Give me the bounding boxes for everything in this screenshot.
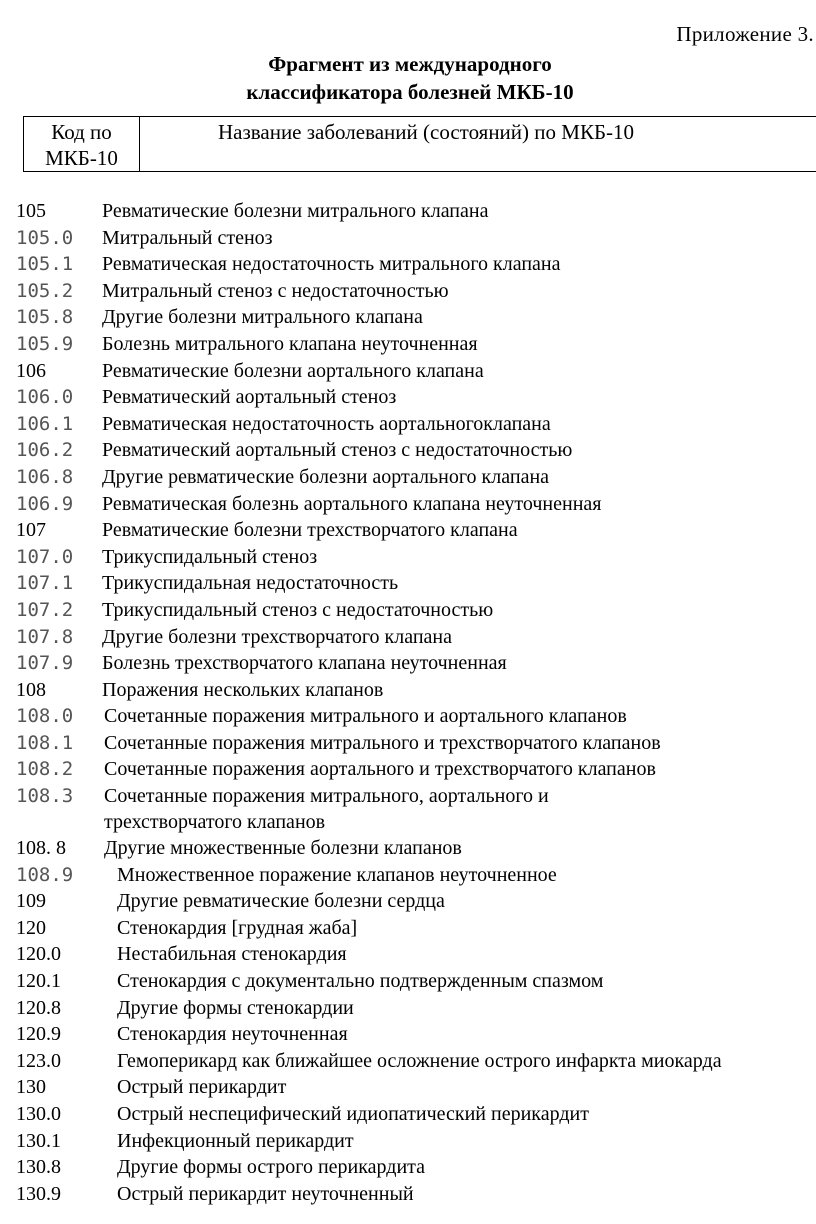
diagnosis-name-line: Множественное поражение клапанов неуточненное [117, 863, 557, 886]
icd-code: 106.0 [16, 386, 74, 409]
icd-code: 108.2 [16, 758, 74, 781]
diagnosis-name-line: Острый неспецифический идиопатический перикардит [117, 1103, 589, 1125]
icd-code: 108. 8 [16, 837, 66, 860]
diagnosis-name [104, 703, 627, 730]
diagnosis-name-line: Ревматический аортальный стеноз [102, 386, 397, 409]
icd-code: 130.9 [16, 1182, 61, 1205]
icd-code: 107.2 [16, 598, 74, 621]
diagnosis-name [102, 225, 273, 252]
diagnosis-name [104, 730, 661, 757]
diagnosis-name-line: Острый перикардит [117, 1076, 287, 1099]
diagnosis-name [102, 570, 398, 597]
icd-code: 107.8 [16, 625, 74, 648]
icd-code: 120.8 [16, 996, 61, 1019]
icd-code: 107 [16, 519, 46, 542]
icd-code: 105.9 [16, 332, 74, 355]
diagnosis-name-line: Ревматические болезни трехстворчатого клапана [102, 519, 518, 542]
diagnosis-name-line: Трикуспидальный стеноз [102, 545, 318, 568]
list-item [16, 1074, 816, 1101]
diagnosis-name [117, 862, 557, 889]
list-item [16, 756, 816, 783]
list-item [16, 437, 816, 464]
list-item [16, 703, 816, 730]
list-item [16, 888, 816, 915]
diagnosis-name-line: Нестабильная стенокардия [117, 943, 347, 966]
diagnosis-name-line: Ревматический аортальный стеноз с недостаточностью [102, 439, 573, 462]
document-title [180, 50, 640, 106]
diagnosis-name [104, 756, 656, 783]
list-item [16, 411, 816, 438]
table-header [23, 116, 816, 172]
list-item [16, 358, 816, 385]
diagnosis-name [102, 597, 493, 624]
diagnosis-name [102, 437, 572, 464]
icd-code: 106 [16, 359, 46, 382]
icd-code: 105.8 [16, 306, 74, 329]
icd-code: 130.1 [16, 1129, 61, 1152]
list-item [16, 835, 816, 862]
diagnosis-name [117, 1101, 589, 1128]
diagnosis-name-line: Другие болезни трехстворчатого клапана [102, 625, 452, 648]
list-item [16, 251, 816, 278]
diagnosis-name [117, 915, 357, 942]
diagnosis-name [102, 331, 478, 358]
icd-code: 108 [16, 678, 46, 701]
icd-code: 105 [16, 200, 46, 222]
diagnosis-name [117, 1021, 348, 1048]
diagnosis-name-line: Другие болезни митрального клапана [102, 306, 423, 329]
icd-code: 107.9 [16, 652, 74, 675]
list-item [16, 783, 816, 835]
diagnosis-name [102, 517, 518, 544]
diagnosis-name-line: Другие ревматические болезни сердца [117, 890, 445, 913]
icd-code: 108.9 [16, 863, 74, 886]
icd-code: 130.8 [16, 1156, 61, 1179]
title-line-1: Фрагмент из международного [268, 52, 552, 76]
list-item [16, 968, 816, 995]
icd-code: 107.1 [16, 572, 74, 595]
icd-code: 130.0 [16, 1103, 61, 1125]
code-list [16, 198, 816, 1207]
diagnosis-name [117, 1074, 286, 1101]
list-item [16, 1021, 816, 1048]
code-header-line-1: Код по [51, 120, 112, 144]
icd-code: 105.2 [16, 279, 74, 302]
diagnosis-name-line: Острый перикардит неуточненный [117, 1182, 414, 1205]
diagnosis-name-line: Ревматическая болезнь аортального клапана неуточненная [102, 492, 602, 515]
list-item [16, 198, 816, 225]
list-item [16, 544, 816, 571]
list-item [16, 941, 816, 968]
list-item [16, 650, 816, 677]
diagnosis-name-line: Ревматическая недостаточность аортальногоклапана [102, 412, 551, 435]
diagnosis-name-line: Трикуспидальная недостаточность [102, 572, 399, 595]
diagnosis-name [102, 491, 602, 518]
diagnosis-name [102, 650, 507, 677]
list-item [16, 862, 816, 889]
icd-code: 109 [16, 890, 46, 913]
list-item [16, 730, 816, 757]
list-item [16, 597, 816, 624]
diagnosis-name [102, 358, 484, 385]
icd-code: 120.1 [16, 970, 61, 993]
icd-code: 106.1 [16, 412, 74, 435]
icd-code: 108.3 [16, 785, 74, 808]
diagnosis-name [102, 251, 561, 278]
diagnosis-name [104, 783, 549, 835]
icd-code: 108.0 [16, 705, 74, 728]
diagnosis-name [102, 624, 452, 651]
icd-code: 108.1 [16, 731, 74, 754]
icd-code: 106.9 [16, 492, 74, 515]
list-item [16, 331, 816, 358]
diagnosis-name [102, 304, 423, 331]
list-item [16, 1101, 816, 1128]
diagnosis-name [102, 411, 551, 438]
icd-code: 130 [16, 1076, 46, 1099]
diagnosis-name [117, 888, 445, 915]
code-header-line-2: МКБ-10 [45, 146, 118, 170]
diagnosis-name-line: Трикуспидальный стеноз с недостаточностью [102, 598, 494, 621]
diagnosis-name [117, 1181, 414, 1208]
diagnosis-name [102, 544, 317, 571]
list-item [16, 464, 816, 491]
icd-code: 107.0 [16, 545, 74, 568]
diagnosis-name-line: Болезнь трехстворчатого клапана неуточненная [102, 652, 507, 675]
list-item [16, 1154, 816, 1181]
diagnosis-name [102, 384, 396, 411]
list-item [16, 915, 816, 942]
appendix-label: Приложение 3. [676, 22, 814, 46]
code-column-header [24, 117, 140, 172]
icd-code: 123.0 [16, 1049, 61, 1072]
diagnosis-name-line: Стенокардия [грудная жаба] [117, 916, 358, 939]
diagnosis-name-line: Другие ревматические болезни аортального клапана [102, 465, 550, 488]
diagnosis-name-line: Поражения нескольких клапанов [102, 678, 384, 701]
diagnosis-name-line: Другие множественные болезни клапанов [104, 837, 462, 860]
diagnosis-name-line: Гемоперикард как ближайшее осложнение острого инфаркта миокарда [117, 1049, 722, 1072]
list-item [16, 278, 816, 305]
diagnosis-name-line: Болезнь митрального клапана неуточненная [102, 332, 478, 355]
icd-code: 106.2 [16, 439, 74, 462]
diagnosis-name [102, 278, 449, 305]
diagnosis-name-line: Митральный стеноз с недостаточностью [102, 279, 449, 302]
diagnosis-name [104, 835, 462, 862]
diagnosis-name [117, 1128, 354, 1155]
icd-code: 106.8 [16, 465, 74, 488]
name-column-header: Название заболеваний (состояний) по МКБ-10 [140, 117, 816, 172]
list-item [16, 491, 816, 518]
diagnosis-name [102, 464, 549, 491]
diagnosis-name-line: Стенокардия с документально подтвержденным спазмом [117, 970, 604, 993]
diagnosis-name-line-2: трехстворчатого клапанов [104, 811, 326, 834]
list-item [16, 1048, 816, 1075]
diagnosis-name-line: Ревматические болезни аортального клапана [102, 359, 484, 382]
diagnosis-name-line: Сочетанные поражения аортального и трехстворчатого клапанов [104, 758, 656, 781]
diagnosis-name [102, 677, 383, 704]
icd-code: 105.0 [16, 226, 74, 249]
list-item [16, 570, 816, 597]
icd-code: 105.1 [16, 253, 74, 276]
diagnosis-name-line: Инфекционный перикардит [117, 1129, 354, 1152]
list-item [16, 1128, 816, 1155]
diagnosis-name [117, 941, 347, 968]
list-item [16, 517, 816, 544]
list-item [16, 624, 816, 651]
diagnosis-name-line: Сочетанные поражения митрального и аортального клапанов [104, 705, 627, 728]
diagnosis-name-line: Другие формы острого перикардита [117, 1156, 426, 1179]
diagnosis-name-line: Ревматическая недостаточность митрального клапана [102, 253, 561, 276]
list-item [16, 1181, 816, 1208]
diagnosis-name [117, 968, 603, 995]
diagnosis-name [117, 995, 354, 1022]
diagnosis-name [117, 1048, 722, 1075]
icd-code: 120.0 [16, 943, 61, 966]
diagnosis-name-line: Стенокардия неуточненная [117, 1023, 348, 1046]
diagnosis-name [117, 1154, 425, 1181]
icd-code: 120 [16, 916, 46, 939]
diagnosis-name-line: Митральный стеноз [102, 226, 273, 249]
title-line-2: классификатора болезней МКБ-10 [246, 80, 574, 104]
list-item [16, 304, 816, 331]
list-item [16, 677, 816, 704]
list-item [16, 995, 816, 1022]
list-item [16, 225, 816, 252]
icd-code: 120.9 [16, 1023, 61, 1046]
diagnosis-name-line: Сочетанные поражения митрального и трехстворчатого клапанов [104, 731, 661, 754]
diagnosis-name [102, 198, 488, 225]
diagnosis-name-line: Сочетанные поражения митрального, аортального и [104, 785, 549, 808]
list-item [16, 384, 816, 411]
diagnosis-name-line: Ревматические болезни митрального клапана [102, 200, 489, 222]
diagnosis-name-line: Другие формы стенокардии [117, 996, 354, 1019]
